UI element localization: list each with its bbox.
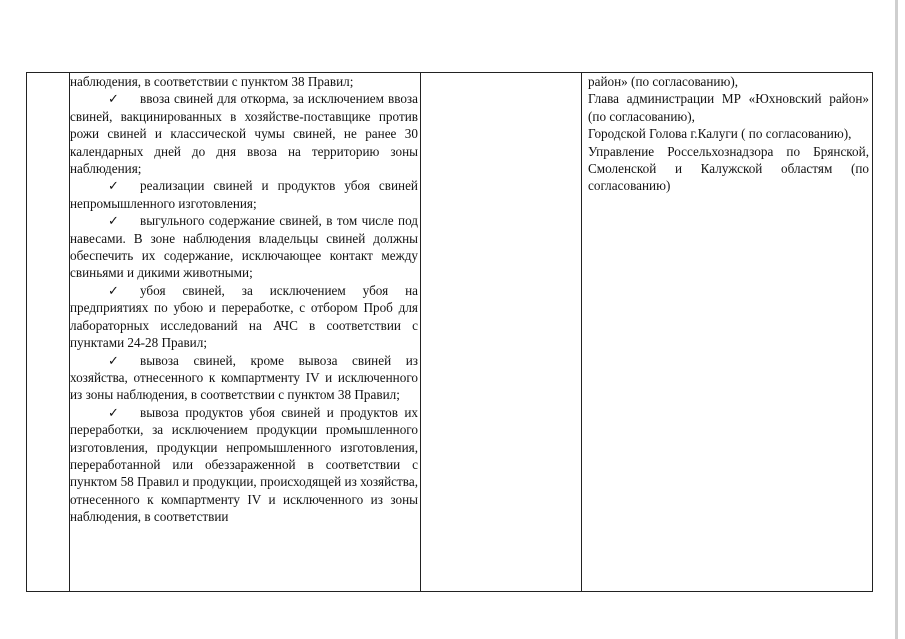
measures-cell — [70, 73, 418, 526]
list-item — [70, 282, 418, 352]
scan-edge-shadow — [895, 0, 898, 639]
responsible-cell — [588, 73, 869, 195]
list-item-text: выгульного содержание свиней, в том числе под навесами. В зоне наблюдения владельцы свиней должны обеспечить их содержание, исключающее контакт между свиньями и дикими животными; — [70, 213, 418, 281]
list-item — [70, 212, 418, 282]
list-item-text: реализации свиней и продуктов убоя свиней непромышленного изготовления; — [70, 178, 418, 211]
checkmark-icon: ✓ — [108, 213, 120, 229]
column-divider — [420, 73, 421, 591]
responsible-entry: Управление Россельхознадзора по Брянской, Смоленской и Калужской областям (по согласованию) — [588, 143, 869, 194]
list-item — [70, 177, 418, 212]
responsible-entry: Глава администрации МР «Юхновский район» (по согласованию), — [588, 91, 869, 124]
list-item-text: вывоза свиней, кроме вывоза свиней из хозяйства, отнесенного к компартменту IV и исключенного из зоны наблюдения, в соответствии с пунктом 38 Правил; — [70, 352, 418, 403]
continuation-text: наблюдения, в соответствии с пунктом 38 Правил; — [70, 74, 354, 89]
checkmark-icon: ✓ — [108, 404, 120, 420]
list-item-text: ввоза свиней для откорма, за исключением ввоза свиней, вакцинированных в хозяйстве-поставщике против рожи свиней и классической чумы свиней, не ранее 30 календарных дней до дня ввоза на территорию зоны наблюдения; — [70, 91, 418, 177]
list-item — [70, 352, 418, 404]
document-table — [26, 72, 873, 592]
checkmark-icon: ✓ — [108, 178, 120, 194]
checkmark-icon: ✓ — [108, 352, 120, 368]
list-item — [70, 404, 418, 526]
checkmark-icon: ✓ — [108, 91, 120, 107]
list-item-text: вывоза продуктов убоя свиней и продуктов их переработки, за исключением продукции промышленного изготовления, продукции непромышленного изготовления, переработанной или обеззараженной в соответствии с пунктом 58 Правил и продукции, происходящей из хозяйства, отнесенного к компартменту IV и исключенного из зоны наблюдения, в соответствии — [70, 404, 418, 525]
responsible-entry: район» (по согласованию), — [588, 74, 739, 89]
list-item — [70, 90, 418, 177]
responsible-entry: Городской Голова г.Калуги ( по согласованию), — [588, 126, 852, 142]
checkmark-icon: ✓ — [108, 282, 120, 298]
list-item-text: убоя свиней, за исключением убоя на предприятиях по убою и переработке, с отбором Проб для лабораторных исследований на АЧС в соответствии с пунктами 24-28 Правил; — [70, 282, 418, 351]
column-divider — [581, 73, 582, 591]
